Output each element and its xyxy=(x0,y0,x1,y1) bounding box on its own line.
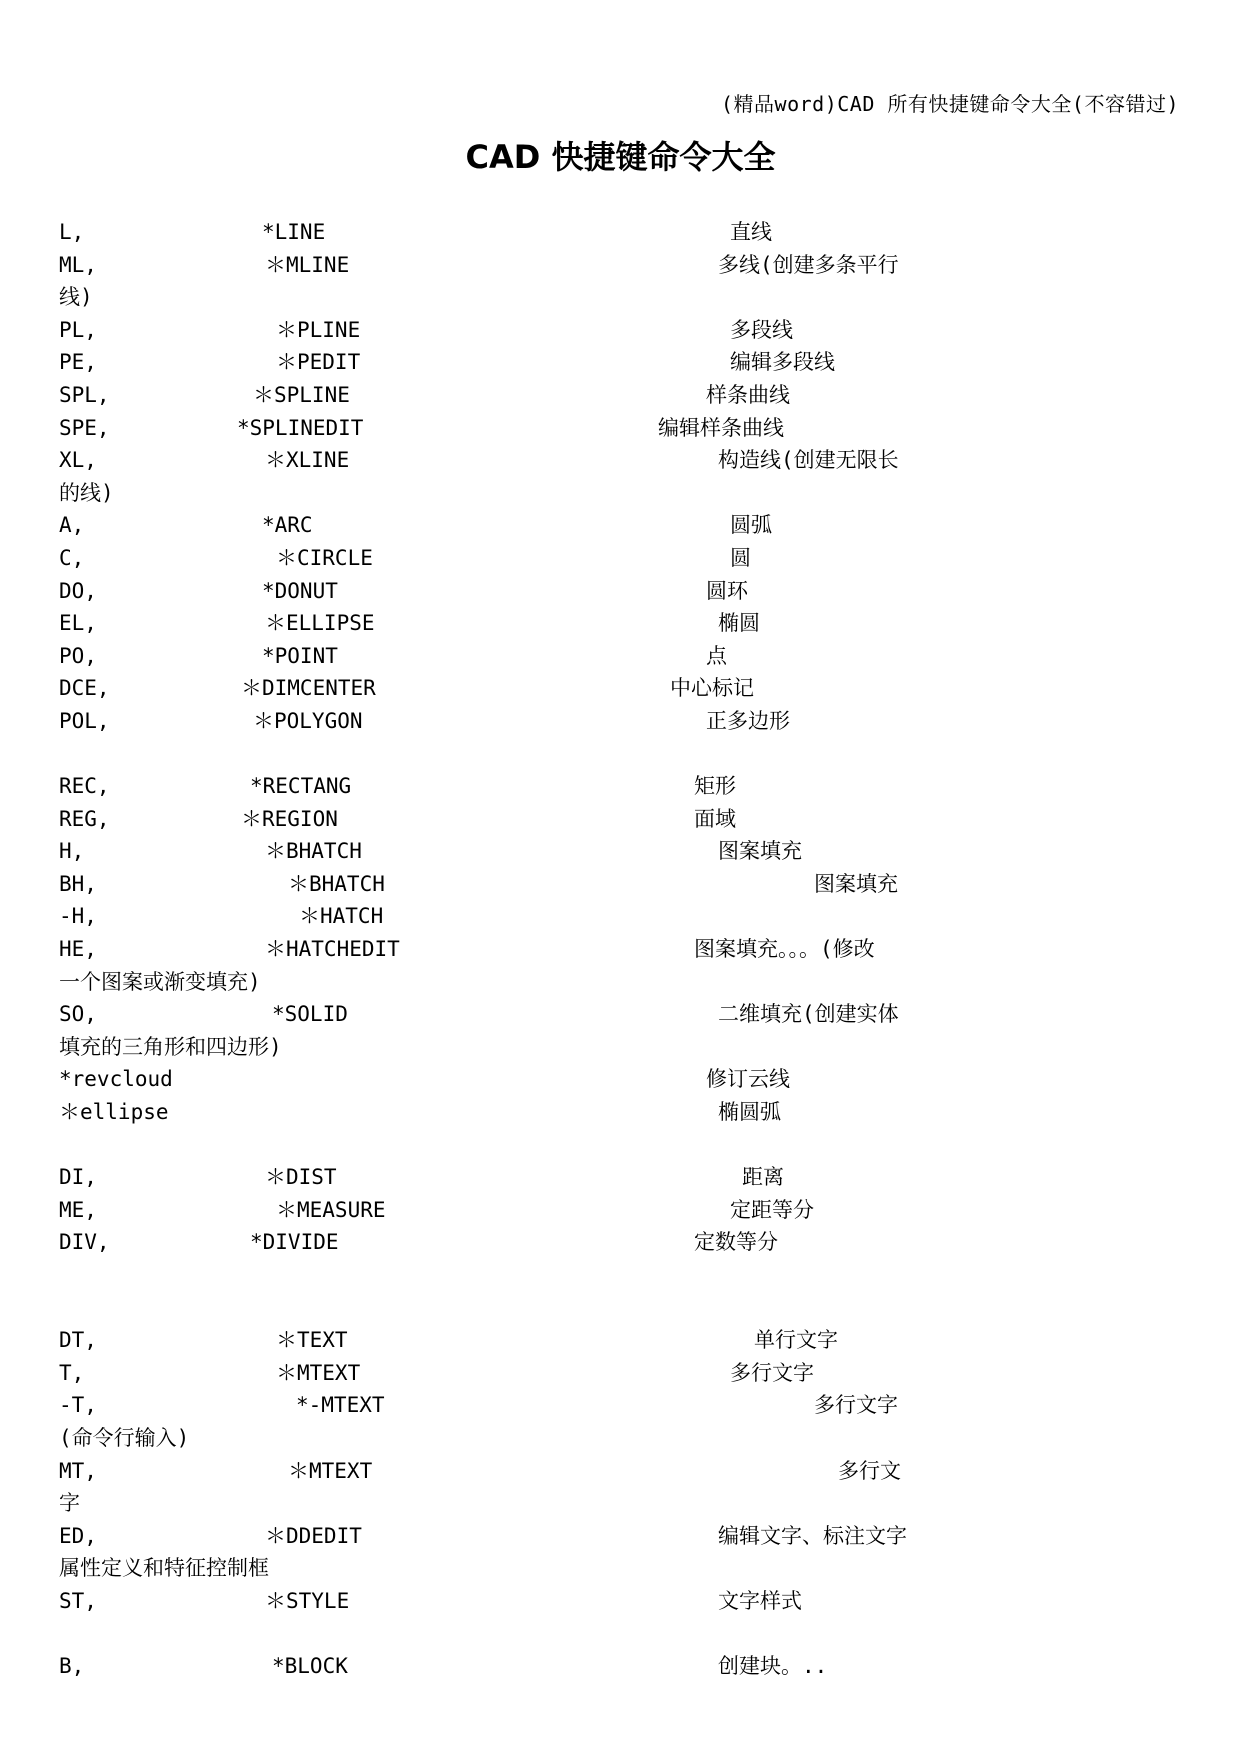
shortcut-alias: REG, xyxy=(59,806,110,831)
shortcut-alias: H, xyxy=(59,839,85,864)
command-description: 编辑文字、标注文字 xyxy=(718,1523,907,1548)
command-name: *DONUT xyxy=(262,578,338,603)
command-name: ＊MEASURE xyxy=(276,1197,386,1222)
command-row xyxy=(0,607,1241,640)
shortcut-alias: A, xyxy=(59,513,85,538)
shortcut-alias: ME, xyxy=(59,1197,97,1222)
command-row xyxy=(0,966,1241,999)
shortcut-alias: -T, xyxy=(59,1393,97,1418)
command-description: 矩形 xyxy=(694,774,736,799)
shortcut-alias: DT, xyxy=(59,1328,97,1353)
command-row xyxy=(0,1357,1241,1390)
command-row xyxy=(0,1389,1241,1422)
command-row xyxy=(0,1422,1241,1455)
shortcut-alias: -H, xyxy=(59,904,97,929)
shortcut-alias: DIV, xyxy=(59,1230,110,1255)
shortcut-alias: SO, xyxy=(59,1002,97,1027)
command-row xyxy=(0,1129,1241,1162)
command-name: ＊BHATCH xyxy=(288,871,385,896)
command-description: 单行文字 xyxy=(754,1328,838,1353)
command-name: ＊STYLE xyxy=(265,1588,350,1613)
command-name: ＊PLINE xyxy=(276,317,361,342)
command-name: *SOLID xyxy=(272,1002,348,1027)
command-description: 多段线 xyxy=(730,317,793,342)
command-description: 图案填充 xyxy=(718,839,802,864)
command-row xyxy=(0,770,1241,803)
description-continuation: 属性定义和特征控制框 xyxy=(59,1556,269,1581)
command-description: 多行文 xyxy=(838,1458,901,1483)
command-row xyxy=(0,705,1241,738)
command-description: 多行文字 xyxy=(730,1360,814,1385)
command-name: *SPLINEDIT xyxy=(237,415,364,440)
command-description: 定距等分 xyxy=(730,1197,814,1222)
command-name: *POINT xyxy=(262,643,338,668)
command-row xyxy=(0,1161,1241,1194)
command-row xyxy=(0,1259,1241,1292)
command-row xyxy=(0,1487,1241,1520)
command-name: *-MTEXT xyxy=(296,1393,385,1418)
command-description: 椭圆弧 xyxy=(718,1100,781,1125)
shortcut-alias: C, xyxy=(59,545,85,570)
shortcut-alias: POL, xyxy=(59,708,110,733)
command-row xyxy=(0,1194,1241,1227)
shortcut-alias: T, xyxy=(59,1360,85,1385)
command-description: 距离 xyxy=(742,1165,784,1190)
shortcut-alias: ML, xyxy=(59,252,97,277)
shortcut-alias: ED, xyxy=(59,1523,97,1548)
command-row xyxy=(0,346,1241,379)
shortcut-alias: DCE, xyxy=(59,676,110,701)
command-row xyxy=(0,640,1241,673)
description-continuation: 一个图案或渐变填充) xyxy=(59,969,261,994)
command-name: *RECTANG xyxy=(250,774,352,799)
command-row xyxy=(0,379,1241,412)
command-description: 图案填充。。。(修改 xyxy=(694,937,875,962)
description-continuation: (命令行输入) xyxy=(59,1425,190,1450)
command-description: 正多边形 xyxy=(706,708,790,733)
command-row xyxy=(0,933,1241,966)
shortcut-alias: ＊ellipse xyxy=(59,1100,169,1125)
command-row xyxy=(0,1650,1241,1683)
command-name: *BLOCK xyxy=(272,1654,348,1679)
command-description: 点 xyxy=(706,643,727,668)
description-continuation: 的线) xyxy=(59,480,114,505)
shortcut-alias: BH, xyxy=(59,871,97,896)
command-description: 样条曲线 xyxy=(706,382,790,407)
command-description: 多行文字 xyxy=(814,1393,898,1418)
command-name: ＊POLYGON xyxy=(253,708,363,733)
command-row xyxy=(0,1324,1241,1357)
shortcut-alias: ST, xyxy=(59,1588,97,1613)
shortcut-alias: *revcloud xyxy=(59,1067,173,1092)
command-description: 修订云线 xyxy=(706,1067,790,1092)
command-row xyxy=(0,1292,1241,1325)
command-description: 面域 xyxy=(694,806,736,831)
command-name: *DIVIDE xyxy=(250,1230,339,1255)
command-description: 中心标记 xyxy=(670,676,754,701)
command-row xyxy=(0,509,1241,542)
command-name: ＊XLINE xyxy=(265,448,350,473)
command-description: 圆 xyxy=(730,545,751,570)
command-name: *LINE xyxy=(262,220,326,244)
command-row xyxy=(0,1455,1241,1488)
command-name: ＊MTEXT xyxy=(276,1360,361,1385)
command-description: 圆环 xyxy=(706,578,748,603)
shortcut-alias: XL, xyxy=(59,448,97,473)
command-row xyxy=(0,900,1241,933)
command-name: ＊MLINE xyxy=(265,252,350,277)
command-row xyxy=(0,444,1241,477)
command-row xyxy=(0,1063,1241,1096)
command-description: 编辑样条曲线 xyxy=(658,415,784,440)
command-row xyxy=(0,542,1241,575)
command-name: ＊HATCH xyxy=(299,904,384,929)
command-row xyxy=(0,1096,1241,1129)
shortcut-alias: SPE, xyxy=(59,415,110,440)
description-continuation: 线) xyxy=(59,285,93,310)
shortcut-alias: EL, xyxy=(59,611,97,636)
command-name: ＊MTEXT xyxy=(288,1458,373,1483)
command-row xyxy=(0,281,1241,314)
command-description: 文字样式 xyxy=(718,1588,802,1613)
command-description: 椭圆 xyxy=(718,611,760,636)
shortcut-alias: PO, xyxy=(59,643,97,668)
command-row xyxy=(0,1618,1241,1651)
shortcut-alias: DI, xyxy=(59,1165,97,1190)
command-description: 圆弧 xyxy=(730,513,772,538)
command-name: *ARC xyxy=(262,513,313,538)
command-row xyxy=(0,803,1241,836)
command-name: ＊HATCHEDIT xyxy=(265,937,400,962)
command-name: ＊REGION xyxy=(241,806,338,831)
command-list xyxy=(0,216,1241,1683)
shortcut-alias: B, xyxy=(59,1654,85,1679)
command-name: ＊PEDIT xyxy=(276,350,361,375)
command-row xyxy=(0,835,1241,868)
shortcut-alias: HE, xyxy=(59,937,97,962)
command-description: 图案填充 xyxy=(814,871,898,896)
command-row xyxy=(0,868,1241,901)
command-description: 二维填充(创建实体 xyxy=(718,1002,899,1027)
command-row xyxy=(0,314,1241,347)
command-name: ＊DIST xyxy=(265,1165,337,1190)
shortcut-alias: PE, xyxy=(59,350,97,375)
command-description: 构造线(创建无限长 xyxy=(718,448,899,473)
command-row xyxy=(0,412,1241,445)
shortcut-alias: REC, xyxy=(59,774,110,799)
page-header: (精品word)CAD 所有快捷键命令大全(不容错过) xyxy=(721,92,1179,116)
command-row xyxy=(0,216,1241,249)
command-description: 多线(创建多条平行 xyxy=(718,252,899,277)
command-description: 创建块。.. xyxy=(718,1654,828,1679)
command-row xyxy=(0,477,1241,510)
command-name: ＊ELLIPSE xyxy=(265,611,375,636)
shortcut-alias: SPL, xyxy=(59,382,110,407)
command-row xyxy=(0,1585,1241,1618)
command-row xyxy=(0,672,1241,705)
command-row xyxy=(0,998,1241,1031)
command-name: ＊CIRCLE xyxy=(276,545,373,570)
shortcut-alias: DO, xyxy=(59,578,97,603)
description-continuation: 填充的三角形和四边形) xyxy=(59,1034,282,1059)
shortcut-alias: MT, xyxy=(59,1458,97,1483)
command-description: 定数等分 xyxy=(694,1230,778,1255)
command-description: 直线 xyxy=(730,220,772,244)
shortcut-alias: PL, xyxy=(59,317,97,342)
command-description: 编辑多段线 xyxy=(730,350,835,375)
command-name: ＊BHATCH xyxy=(265,839,362,864)
command-name: ＊DIMCENTER xyxy=(241,676,376,701)
command-name: ＊SPLINE xyxy=(253,382,350,407)
command-row xyxy=(0,249,1241,282)
page-title: CAD 快捷键命令大全 xyxy=(465,138,776,176)
command-row xyxy=(0,1520,1241,1553)
command-row xyxy=(0,575,1241,608)
command-row xyxy=(0,1552,1241,1585)
command-row xyxy=(0,1226,1241,1259)
shortcut-alias: L, xyxy=(59,220,85,244)
description-continuation: 字 xyxy=(59,1491,80,1516)
command-name: ＊TEXT xyxy=(276,1328,348,1353)
command-row xyxy=(0,738,1241,771)
command-row xyxy=(0,1031,1241,1064)
command-name: ＊DDEDIT xyxy=(265,1523,362,1548)
